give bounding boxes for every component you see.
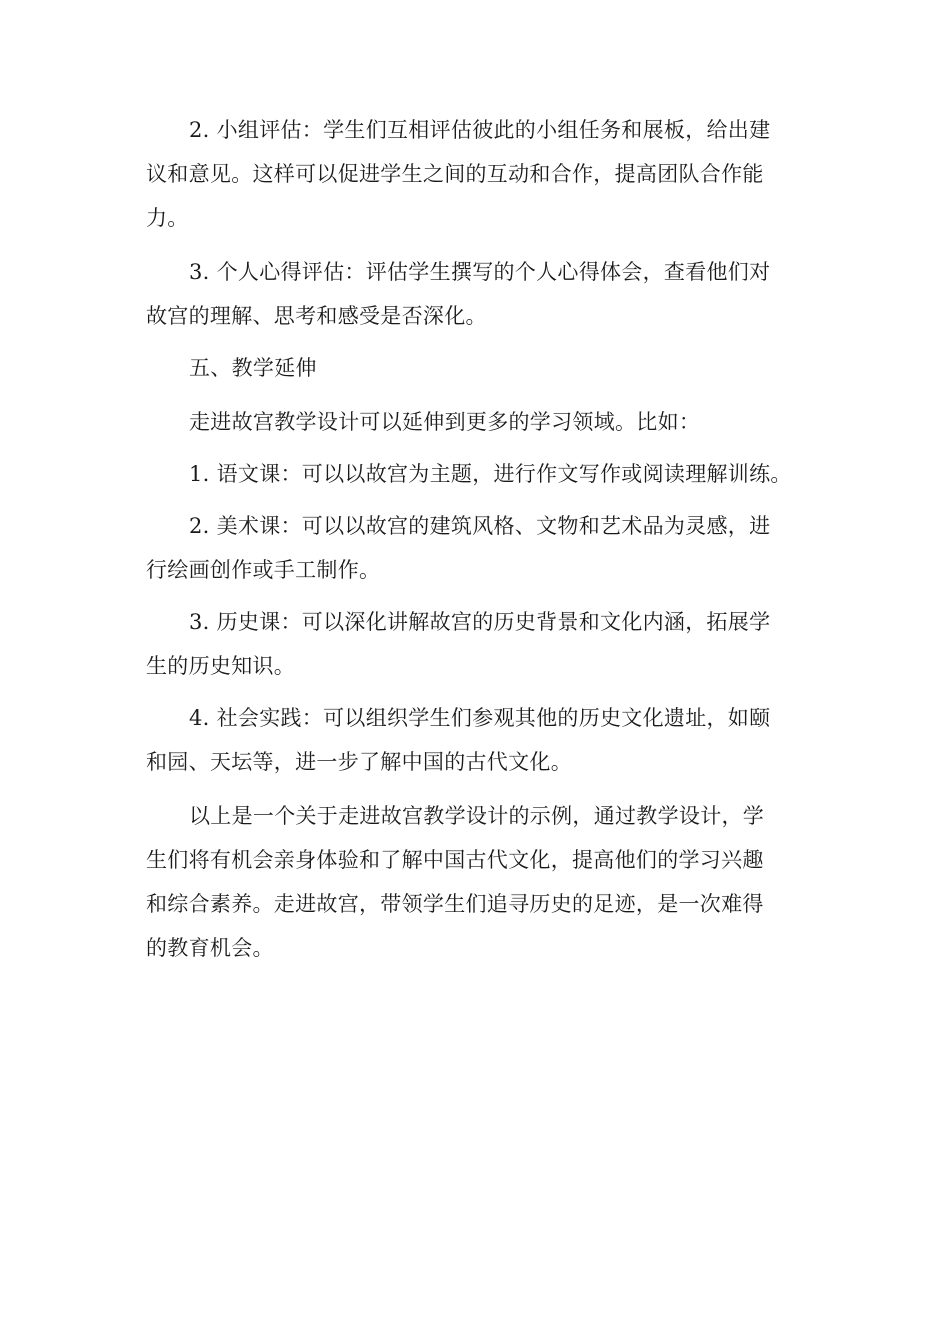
- text-line: 故宫的理解、思考和感受是否深化。: [146, 304, 487, 328]
- text-line: 生们将有机会亲身体验和了解中国古代文化，提高他们的学习兴趣: [146, 848, 764, 872]
- text-line: 1. 语文课：可以以故宫为主题，进行作文写作或阅读理解训练。: [189, 462, 792, 486]
- text-line: 2. 小组评估：学生们互相评估彼此的小组任务和展板，给出建: [189, 118, 771, 142]
- heading-text: 五、教学延伸: [189, 356, 317, 380]
- text-line: 以上是一个关于走进故宫教学设计的示例，通过教学设计，学: [189, 804, 765, 828]
- text-line: 2. 美术课：可以以故宫的建筑风格、文物和艺术品为灵感，进: [189, 514, 771, 538]
- text-line: 行绘画创作或手工制作。: [146, 558, 381, 582]
- text-line: 议和意见。这样可以促进学生之间的互动和合作，提高团队合作能: [146, 162, 764, 186]
- text-line: 力。: [146, 206, 189, 230]
- text-line: 和综合素养。走进故宫，带领学生们追寻历史的足迹，是一次难得: [146, 892, 764, 916]
- section-heading: [146, 346, 317, 390]
- list-item-history-class: [146, 600, 770, 688]
- text-line: 3. 个人心得评估：评估学生撰写的个人心得体会，查看他们对: [189, 260, 771, 284]
- text-line: 3. 历史课：可以深化讲解故宫的历史背景和文化内涵，拓展学: [189, 610, 771, 634]
- paragraph-conclusion: [146, 794, 764, 970]
- paragraph-extension-intro: [146, 400, 700, 444]
- text-line: 和园、天坛等，进一步了解中国的古代文化。: [146, 750, 572, 774]
- list-item-art-class: [146, 504, 770, 592]
- list-item-chinese-class: [146, 452, 792, 496]
- text-line: 生的历史知识。: [146, 654, 296, 678]
- list-item-social-practice: [146, 696, 770, 784]
- text-line: 4. 社会实践：可以组织学生们参观其他的历史文化遗址，如颐: [189, 706, 771, 730]
- paragraph-personal-evaluation: [146, 250, 770, 338]
- text-line: 的教育机会。: [146, 936, 274, 960]
- paragraph-group-evaluation: [146, 108, 770, 240]
- text-line: 走进故宫教学设计可以延伸到更多的学习领域。比如：: [189, 410, 701, 434]
